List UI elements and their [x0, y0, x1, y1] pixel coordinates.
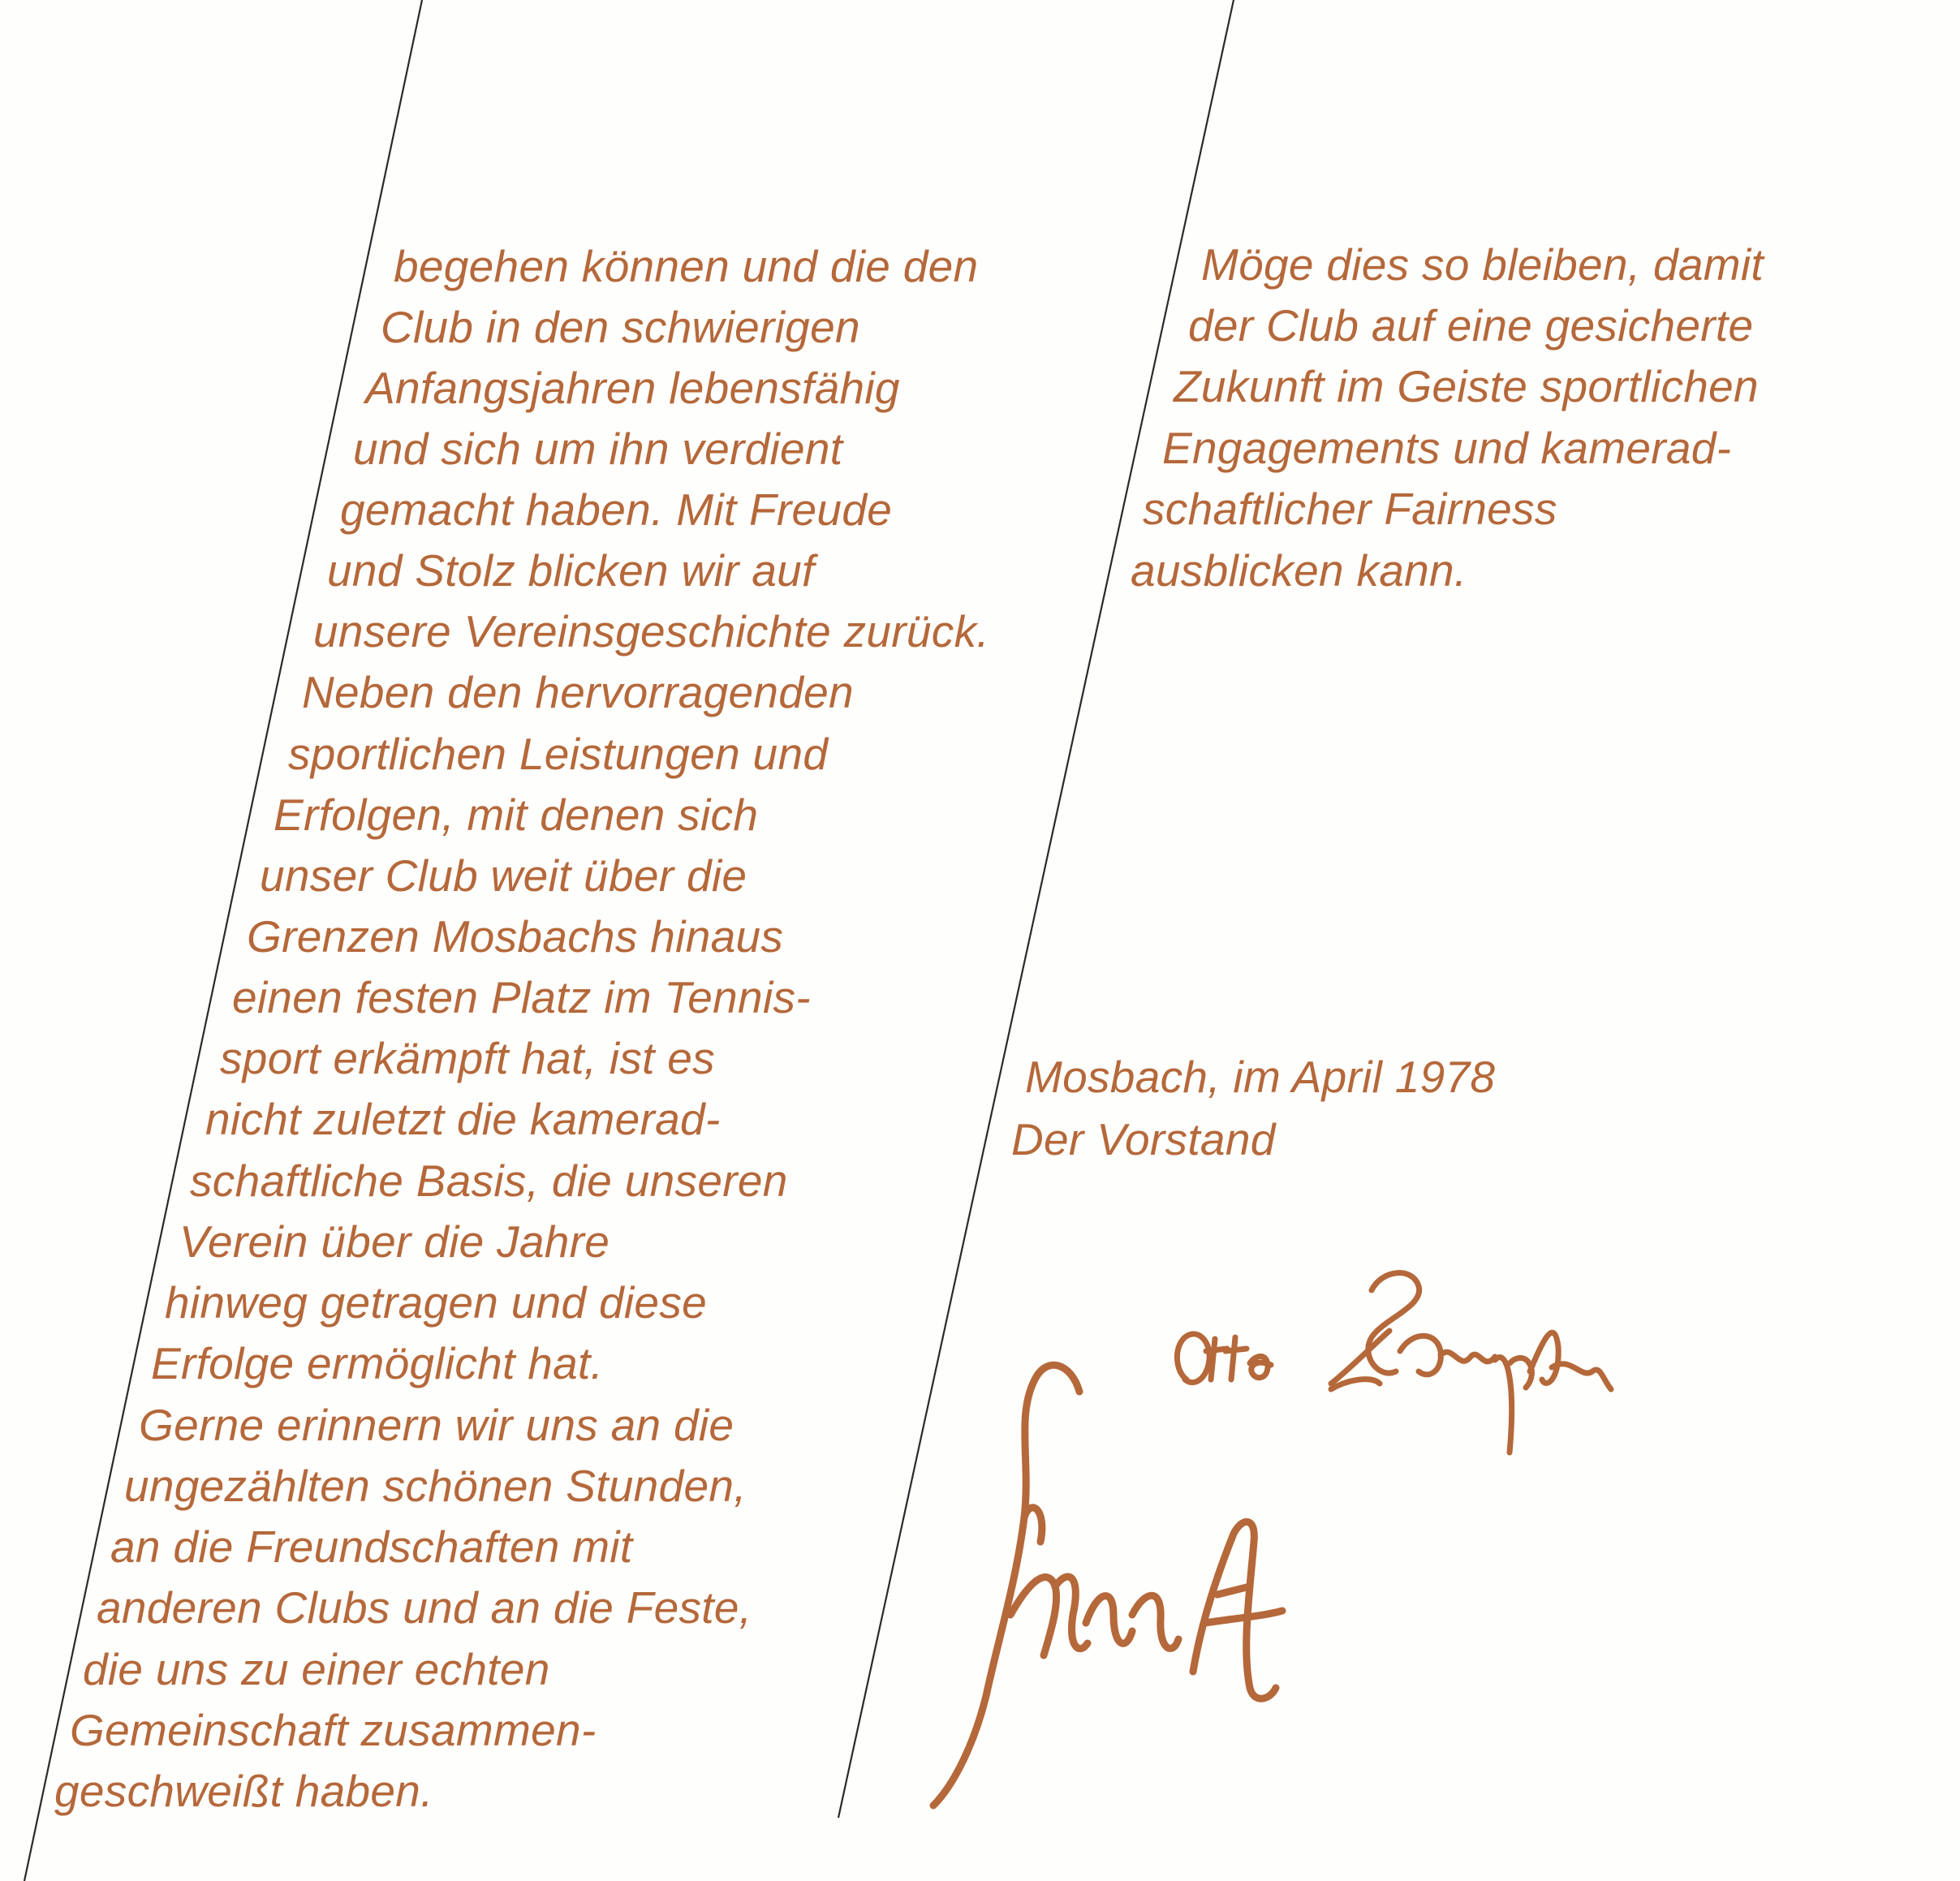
left-line-24: die uns zu einer echten: [83, 1644, 550, 1694]
left-line-26: geschweißt haben.: [54, 1766, 433, 1816]
left-line-14: sport erkämpft hat, ist es: [220, 1033, 715, 1083]
left-line-10: Erfolgen, mit denen sich: [274, 790, 759, 840]
left-line-18: hinweg getragen und diese: [165, 1277, 708, 1328]
signature-lower: [933, 1365, 1282, 1806]
left-line-20: Gerne erinnern wir uns an die: [139, 1400, 734, 1450]
left-line-3: Anfangsjahren lebensfähig: [365, 363, 900, 413]
left-line-1: begehen können und die den: [394, 241, 979, 291]
left-line-7: unsere Vereinsgeschichte zurück.: [313, 606, 989, 656]
left-line-21: ungezählten schönen Stunden,: [124, 1461, 747, 1511]
left-line-22: an die Freundschaften mit: [110, 1522, 633, 1572]
right-line-6: ausblicken kann.: [1131, 545, 1467, 596]
right-line-4: Engagements und kamerad-: [1162, 423, 1732, 473]
left-line-5: gemacht haben. Mit Freude: [340, 484, 893, 535]
signatory-label: Der Vorstand: [1011, 1114, 1276, 1164]
left-line-13: einen festen Platz im Tennis-: [232, 972, 811, 1022]
signature-upper: [1177, 1273, 1611, 1453]
left-line-19: Erfolge ermöglicht hat.: [151, 1338, 604, 1388]
right-line-2: der Club auf eine gesicherte: [1188, 300, 1754, 351]
place-date: Mosbach, im April 1978: [1025, 1052, 1496, 1102]
left-line-8: Neben den hervorragenden: [302, 667, 854, 717]
left-line-23: anderen Clubs und an die Feste,: [97, 1582, 752, 1633]
left-line-16: schaftliche Basis, die unseren: [190, 1156, 788, 1206]
left-line-25: Gemeinschaft zusammen-: [70, 1705, 597, 1755]
left-line-17: Verein über die Jahre: [179, 1216, 610, 1267]
left-line-2: Club in den schwierigen: [381, 302, 860, 352]
left-line-15: nicht zuletzt die kamerad-: [205, 1094, 721, 1144]
left-line-6: und Stolz blicken wir auf: [327, 545, 815, 596]
right-line-3: Zukunft im Geiste sportlichen: [1174, 361, 1759, 411]
left-line-12: Grenzen Mosbachs hinaus: [247, 911, 784, 962]
right-line-1: Möge dies so bleiben, damit: [1201, 239, 1764, 290]
right-line-5: schaftlicher Fairness: [1143, 484, 1557, 534]
left-line-11: unser Club weit über die: [260, 850, 747, 901]
left-line-4: und sich um ihn verdient: [353, 424, 843, 474]
left-line-9: sportlichen Leistungen und: [288, 729, 829, 779]
